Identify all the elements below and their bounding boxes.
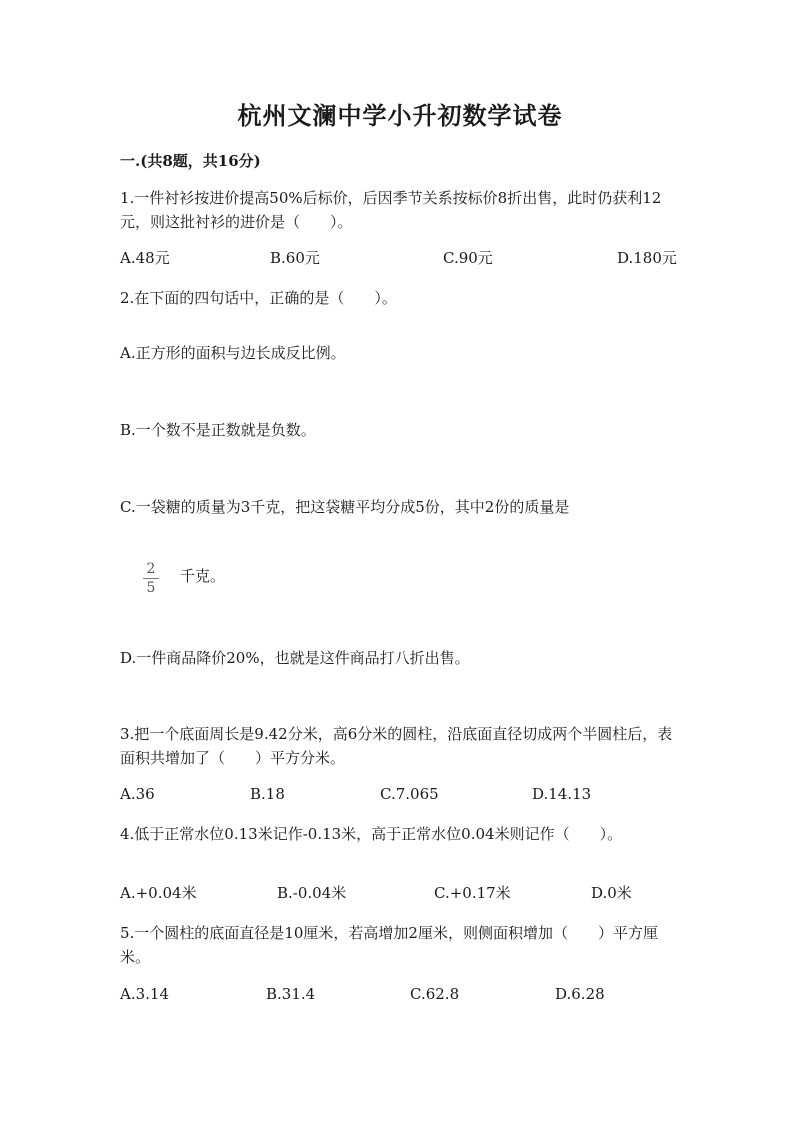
question-4-option-c[interactable]: C.+0.17米 (434, 884, 511, 902)
question-5-option-a[interactable]: A.3.14 (120, 985, 169, 1003)
question-3-text: 3.把一个底面周长是9.42分米，高6分米的圆柱，沿底面直径切成两个半圆柱后，表面积共增加了（ ）平方分米。 (120, 725, 673, 767)
fraction-bar (143, 578, 159, 579)
question-3-option-b[interactable]: B.18 (250, 785, 285, 803)
question-5-option-d[interactable]: D.6.28 (555, 985, 605, 1003)
question-1-option-c[interactable]: C.90元 (443, 249, 493, 267)
question-2-option-c[interactable]: C.一袋糖的质量为3千克，把这袋糖平均分成5份，其中2份的质量是 (120, 498, 570, 516)
question-2-option-d[interactable]: D.一件商品降价20%，也就是这件商品打八折出售。 (120, 649, 470, 667)
question-1-option-b[interactable]: B.60元 (270, 249, 320, 267)
fraction-two-fifths (143, 561, 159, 596)
question-2-option-a[interactable]: A.正方形的面积与边长成反比例。 (120, 344, 346, 362)
fraction-denominator: 5 (146, 580, 156, 596)
question-4-option-b[interactable]: B.-0.04米 (277, 884, 347, 902)
question-4-text: 4.低于正常水位0.13米记作-0.13米，高于正常水位0.04米则记作（ ）。 (120, 825, 623, 843)
question-1-option-a[interactable]: A.48元 (120, 249, 170, 267)
question-2-option-b[interactable]: B.一个数不是正数就是负数。 (120, 421, 316, 439)
question-5-option-b[interactable]: B.31.4 (266, 985, 316, 1003)
question-4-option-a[interactable]: A.+0.04米 (120, 884, 197, 902)
question-2-text: 2.在下面的四句话中，正确的是（ ）。 (120, 289, 397, 307)
page-title: 杭州文澜中学小升初数学试卷 (237, 101, 563, 130)
question-3-option-c[interactable]: C.7.065 (380, 785, 439, 803)
question-1-option-d[interactable]: D.180元 (617, 249, 677, 267)
fraction-numerator: 2 (146, 561, 156, 577)
question-3-option-d[interactable]: D.14.13 (532, 785, 592, 803)
question-2-option-c-unit: 千克。 (180, 567, 226, 585)
question-4-option-d[interactable]: D.0米 (591, 884, 632, 902)
question-1-text: 1.一件衬衫按进价提高50%后标价，后因季节关系按标价8折出售，此时仍获利12元，则这批衬衫的进价是（ ）。 (120, 189, 662, 231)
question-5-option-c[interactable]: C.62.8 (410, 985, 460, 1003)
question-5-text: 5.一个圆柱的底面直径是10厘米，若高增加2厘米，则侧面积增加（ ）平方厘米。 (120, 924, 658, 966)
section-heading: 一.(共8题，共16分) (120, 152, 261, 170)
question-3-option-a[interactable]: A.36 (120, 785, 155, 803)
